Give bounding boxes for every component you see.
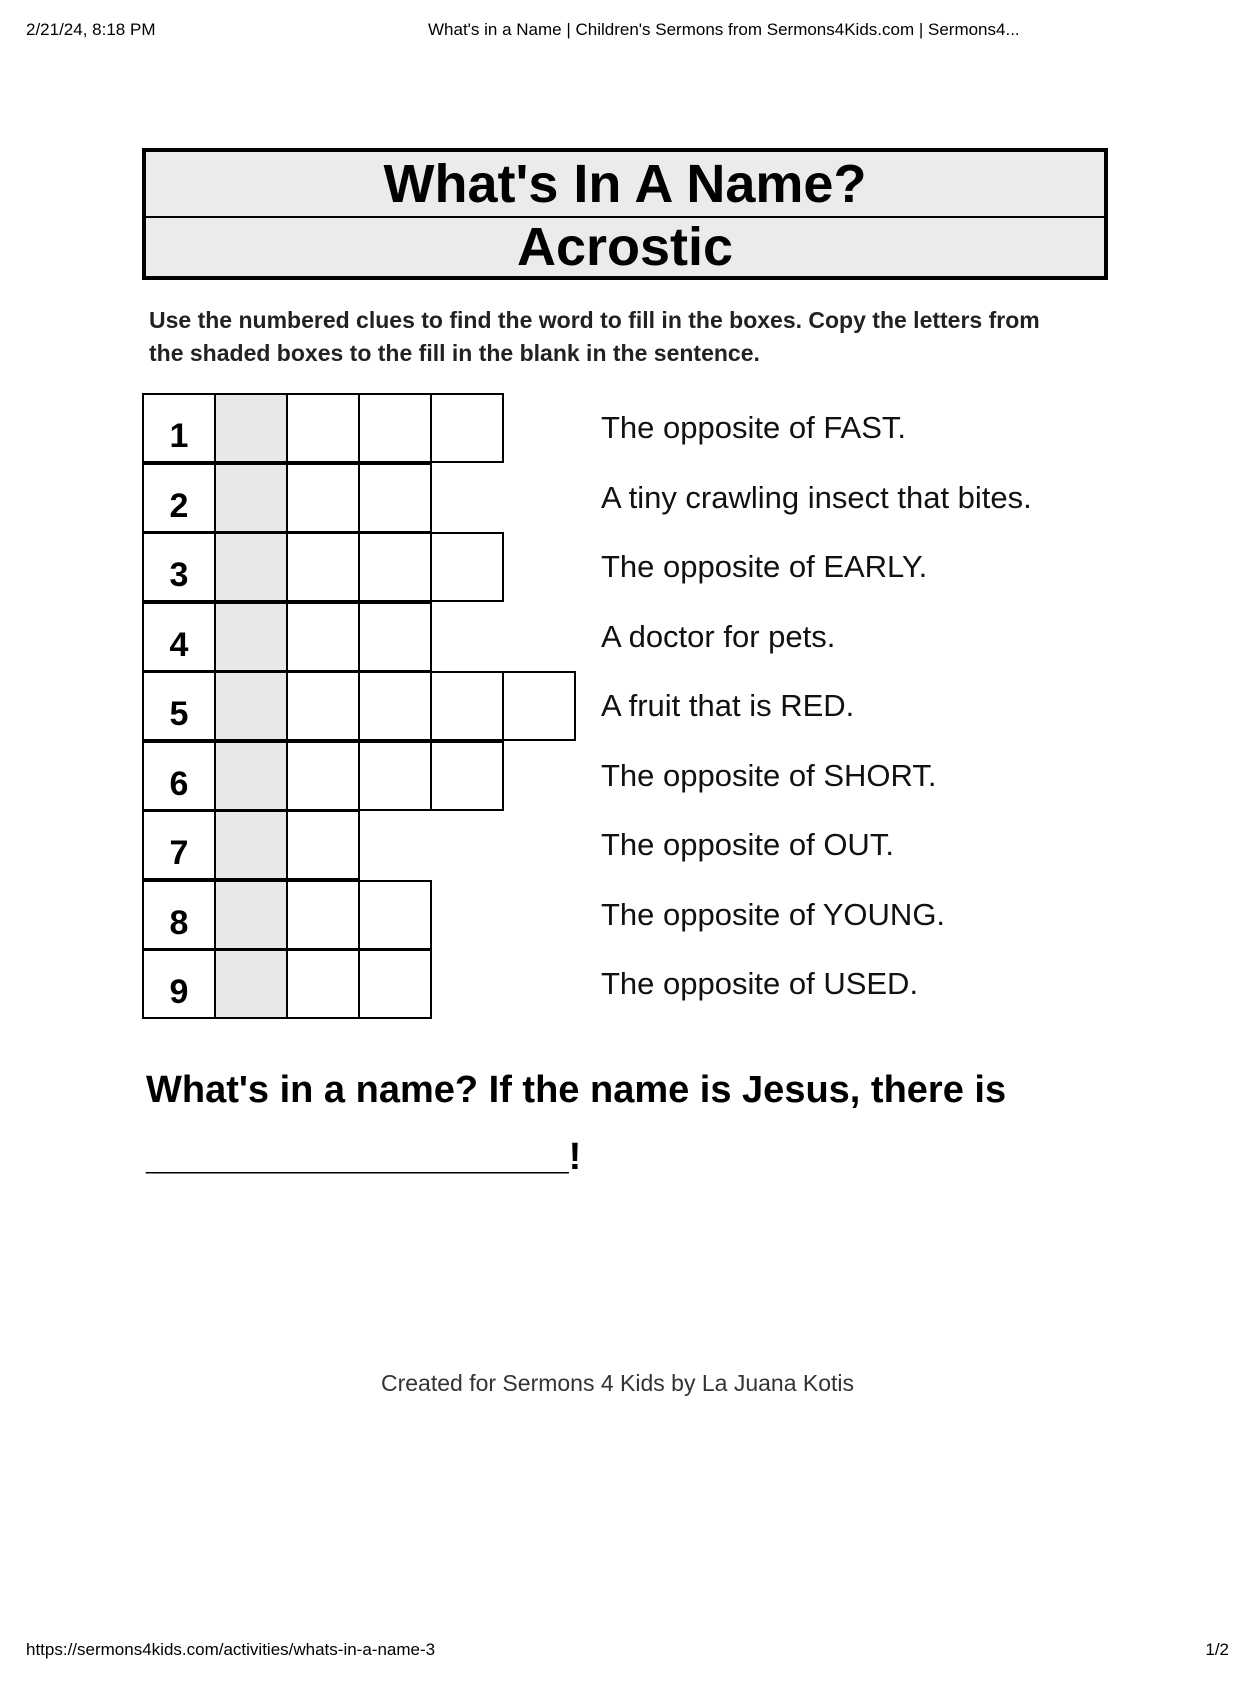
row-number: 6 <box>142 741 216 811</box>
letter-box[interactable] <box>358 532 432 602</box>
letter-box[interactable] <box>358 880 432 950</box>
clue-text: The opposite of USED. <box>601 966 919 1001</box>
letter-box[interactable] <box>286 949 360 1019</box>
clue-text: The opposite of SHORT. <box>601 758 937 793</box>
shaded-letter-box[interactable] <box>214 671 288 741</box>
shaded-letter-box[interactable] <box>214 949 288 1019</box>
shaded-letter-box[interactable] <box>214 532 288 602</box>
shaded-letter-box[interactable] <box>214 463 288 533</box>
row-number: 8 <box>142 880 216 950</box>
letter-box[interactable] <box>286 741 360 811</box>
print-datetime: 2/21/24, 8:18 PM <box>26 20 156 39</box>
shaded-letter-box[interactable] <box>214 810 288 880</box>
clue-text: The opposite of OUT. <box>601 827 894 862</box>
shaded-letter-box[interactable] <box>214 602 288 672</box>
clue-text: The opposite of EARLY. <box>601 549 928 584</box>
worksheet-title: What's In A Name? <box>146 152 1104 218</box>
fill-in-sentence: What's in a name? If the name is Jesus, there is <box>146 1069 1007 1111</box>
clue-text: A fruit that is RED. <box>601 688 855 723</box>
title-box <box>142 148 1108 280</box>
row-number: 2 <box>142 463 216 533</box>
letter-box[interactable] <box>358 671 432 741</box>
print-url: https://sermons4kids.com/activities/whats-in-a-name-3 <box>26 1640 436 1659</box>
letter-box[interactable] <box>358 463 432 533</box>
worksheet-subtitle: Acrostic <box>516 217 734 277</box>
print-page-title: What's in a Name | Children's Sermons from Sermons4Kids.com | Sermons4... <box>428 20 1020 39</box>
clue-text: The opposite of YOUNG. <box>601 897 946 932</box>
credit-line: Created for Sermons 4 Kids by La Juana Kotis <box>380 1370 855 1396</box>
answer-blank: ____________________! <box>146 1136 582 1178</box>
letter-box[interactable] <box>430 393 504 463</box>
letter-box[interactable] <box>286 671 360 741</box>
row-number: 9 <box>142 949 216 1019</box>
letter-box[interactable] <box>430 532 504 602</box>
letter-box[interactable] <box>502 671 576 741</box>
shaded-letter-box[interactable] <box>214 393 288 463</box>
letter-box[interactable] <box>286 463 360 533</box>
row-number: 4 <box>142 602 216 672</box>
clue-text: The opposite of FAST. <box>601 410 907 445</box>
row-number: 5 <box>142 671 216 741</box>
letter-box[interactable] <box>286 880 360 950</box>
row-number: 3 <box>142 532 216 602</box>
instructions: Use the numbered clues to find the word to fill in the boxes. Copy the letters from the shaded boxes to the fill in the blank in the sentence. <box>149 307 1040 366</box>
letter-box[interactable] <box>286 810 360 880</box>
letter-box[interactable] <box>286 532 360 602</box>
row-number: 1 <box>142 393 216 463</box>
letter-box[interactable] <box>358 949 432 1019</box>
letter-box[interactable] <box>430 741 504 811</box>
letter-box[interactable] <box>358 393 432 463</box>
shaded-letter-box[interactable] <box>214 741 288 811</box>
shaded-letter-box[interactable] <box>214 880 288 950</box>
letter-box[interactable] <box>286 602 360 672</box>
letter-box[interactable] <box>430 671 504 741</box>
row-number: 7 <box>142 810 216 880</box>
letter-box[interactable] <box>358 602 432 672</box>
print-page-number: 1/2 <box>1205 1640 1229 1659</box>
clue-text: A doctor for pets. <box>601 619 836 654</box>
letter-box[interactable] <box>286 393 360 463</box>
clue-text: A tiny crawling insect that bites. <box>601 480 1032 515</box>
letter-box[interactable] <box>358 741 432 811</box>
